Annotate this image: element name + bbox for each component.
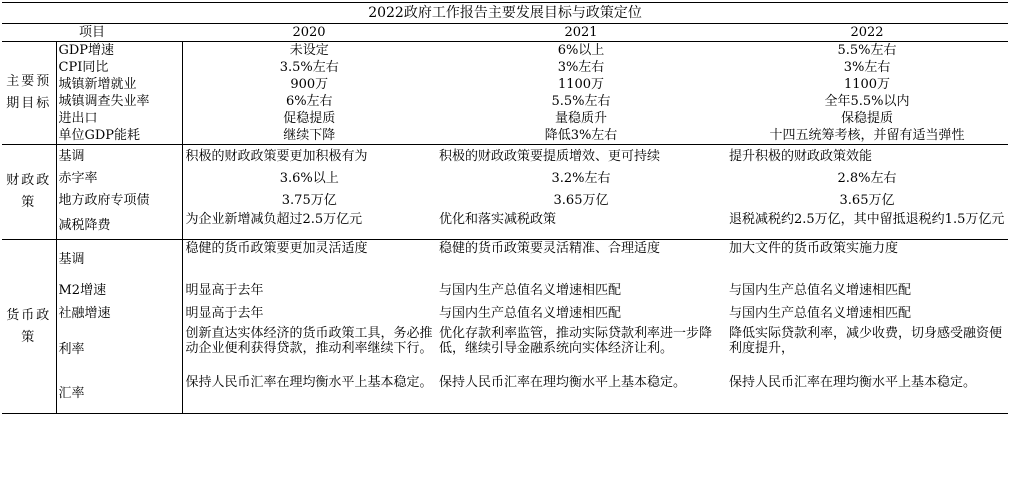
cell-2021: 优化和落实减税政策 bbox=[436, 211, 726, 240]
cell-2020: 明显高于去年 bbox=[185, 283, 264, 298]
table-row bbox=[2, 374, 1008, 414]
cell-2021: 积极的财政政策要提质增效、更可持续 bbox=[439, 148, 661, 164]
row-label: 减税降费 bbox=[56, 211, 182, 240]
cell-2021: 降低3%左右 bbox=[436, 127, 726, 145]
cell-2020: 稳健的货币政策要更加灵活适度 bbox=[185, 241, 368, 256]
header-2021: 2021 bbox=[436, 24, 726, 42]
cell-2022: 与国内生产总值名义增速相匹配 bbox=[729, 283, 912, 298]
cell-2022: 与国内生产总值名义增速相匹配 bbox=[729, 306, 912, 321]
row-label: 基调 bbox=[56, 240, 182, 280]
row-label: 进出口 bbox=[56, 110, 182, 127]
cell-2021: 5.5%左右 bbox=[551, 94, 611, 109]
cell-2022: 保持人民币汇率在理均衡水平上基本稳定。 bbox=[726, 374, 1008, 414]
cell-2020: 3.6%以上 bbox=[279, 170, 339, 186]
table-row bbox=[2, 76, 1008, 93]
table-row bbox=[2, 59, 1008, 76]
row-label: 赤字率 bbox=[56, 167, 182, 189]
cell-2022: 1100万 bbox=[843, 77, 891, 92]
header-2020: 2020 bbox=[182, 24, 436, 42]
cell-2022: 提升积极的财政政策效能 bbox=[729, 148, 873, 164]
row-label: 基调 bbox=[56, 145, 182, 168]
cell-2021: 稳健的货币政策要灵活精准、合理适度 bbox=[439, 241, 661, 256]
table-row bbox=[2, 167, 1008, 189]
cell-2022: 加大文件的货币政策实施力度 bbox=[729, 241, 899, 256]
cell-2021: 1100万 bbox=[557, 77, 605, 92]
cell-2020: 继续下降 bbox=[182, 127, 436, 145]
table-row bbox=[2, 325, 1008, 374]
cell-2022: 5.5%左右 bbox=[837, 43, 897, 58]
row-label: 利率 bbox=[56, 325, 182, 374]
group-goals: 主要预期目标 bbox=[2, 42, 56, 145]
header-item: 项目 bbox=[2, 24, 182, 42]
cell-2021: 与国内生产总值名义增速相匹配 bbox=[439, 283, 622, 298]
title-row bbox=[2, 3, 1008, 24]
cell-2021: 3%左右 bbox=[557, 60, 605, 75]
row-label: 单位GDP能耗 bbox=[56, 127, 182, 145]
cell-2022: 降低实际贷款利率，减少收费，切身感受融资便利度提升， bbox=[729, 326, 1003, 356]
row-label: 地方政府专项债 bbox=[56, 189, 182, 211]
table-row bbox=[2, 240, 1008, 280]
cell-2021: 3.65万亿 bbox=[553, 192, 609, 208]
cell-2020: 创新直达实体经济的货币政策工具，务必推动企业便利获得贷款，推动利率继续下行。 bbox=[185, 326, 433, 356]
table-title: 2022政府工作报告主要发展目标与政策定位 bbox=[2, 3, 1008, 24]
table-row bbox=[2, 302, 1008, 325]
row-label: GDP增速 bbox=[56, 42, 182, 60]
policy-table-container bbox=[2, 2, 1008, 414]
cell-2020: 保持人民币汇率在理均衡水平上基本稳定。 bbox=[182, 374, 436, 414]
cell-2022: 3%左右 bbox=[843, 60, 891, 75]
row-label: 社融增速 bbox=[56, 302, 182, 325]
row-label: CPI同比 bbox=[56, 59, 182, 76]
table-row bbox=[2, 279, 1008, 302]
cell-2022: 保稳提质 bbox=[841, 111, 894, 126]
table-row bbox=[2, 127, 1008, 145]
cell-2021: 保持人民币汇率在理均衡水平上基本稳定。 bbox=[436, 374, 726, 414]
cell-2022: 十四五统筹考核，并留有适当弹性 bbox=[726, 127, 1008, 145]
cell-2022: 退税减税约2.5万亿，其中留抵退税约1.5万亿元 bbox=[726, 211, 1008, 240]
cell-2020: 积极的财政政策要更加积极有为 bbox=[185, 148, 368, 164]
cell-2021: 优化存款利率监管，推动实际贷款利率进一步降低，继续引导金融系统向实体经济让利。 bbox=[439, 326, 713, 356]
cell-2021: 与国内生产总值名义增速相匹配 bbox=[439, 306, 622, 321]
cell-2020: 900万 bbox=[290, 77, 329, 92]
cell-2020: 未设定 bbox=[289, 43, 329, 58]
table-row bbox=[2, 93, 1008, 110]
header-row bbox=[2, 24, 1008, 42]
cell-2020: 为企业新增减负超过2.5万亿元 bbox=[182, 211, 436, 240]
cell-2020: 3.5%左右 bbox=[279, 60, 339, 75]
cell-2020: 促稳提质 bbox=[283, 111, 336, 126]
cell-2020: 3.75万亿 bbox=[281, 192, 337, 208]
policy-table bbox=[2, 2, 1008, 414]
header-2022: 2022 bbox=[726, 24, 1008, 42]
group-fiscal: 财政政策 bbox=[2, 145, 56, 240]
cell-2022: 2.8%左右 bbox=[837, 170, 897, 186]
cell-2021: 量稳质升 bbox=[554, 111, 607, 126]
cell-2020: 6%左右 bbox=[285, 94, 333, 109]
table-row bbox=[2, 110, 1008, 127]
cell-2021: 3.2%左右 bbox=[551, 170, 611, 186]
table-row bbox=[2, 211, 1008, 240]
cell-2022: 全年5.5%以内 bbox=[824, 94, 910, 109]
cell-2021: 6%以上 bbox=[557, 43, 605, 58]
row-label: M2增速 bbox=[56, 279, 182, 302]
table-row bbox=[2, 42, 1008, 60]
cell-2022: 3.65万亿 bbox=[839, 192, 895, 208]
row-label: 汇率 bbox=[56, 374, 182, 414]
table-row bbox=[2, 189, 1008, 211]
cell-2020: 明显高于去年 bbox=[185, 306, 264, 321]
row-label: 城镇调查失业率 bbox=[56, 93, 182, 110]
group-monetary: 货币政策 bbox=[2, 240, 56, 414]
row-label: 城镇新增就业 bbox=[56, 76, 182, 93]
table-row bbox=[2, 145, 1008, 168]
